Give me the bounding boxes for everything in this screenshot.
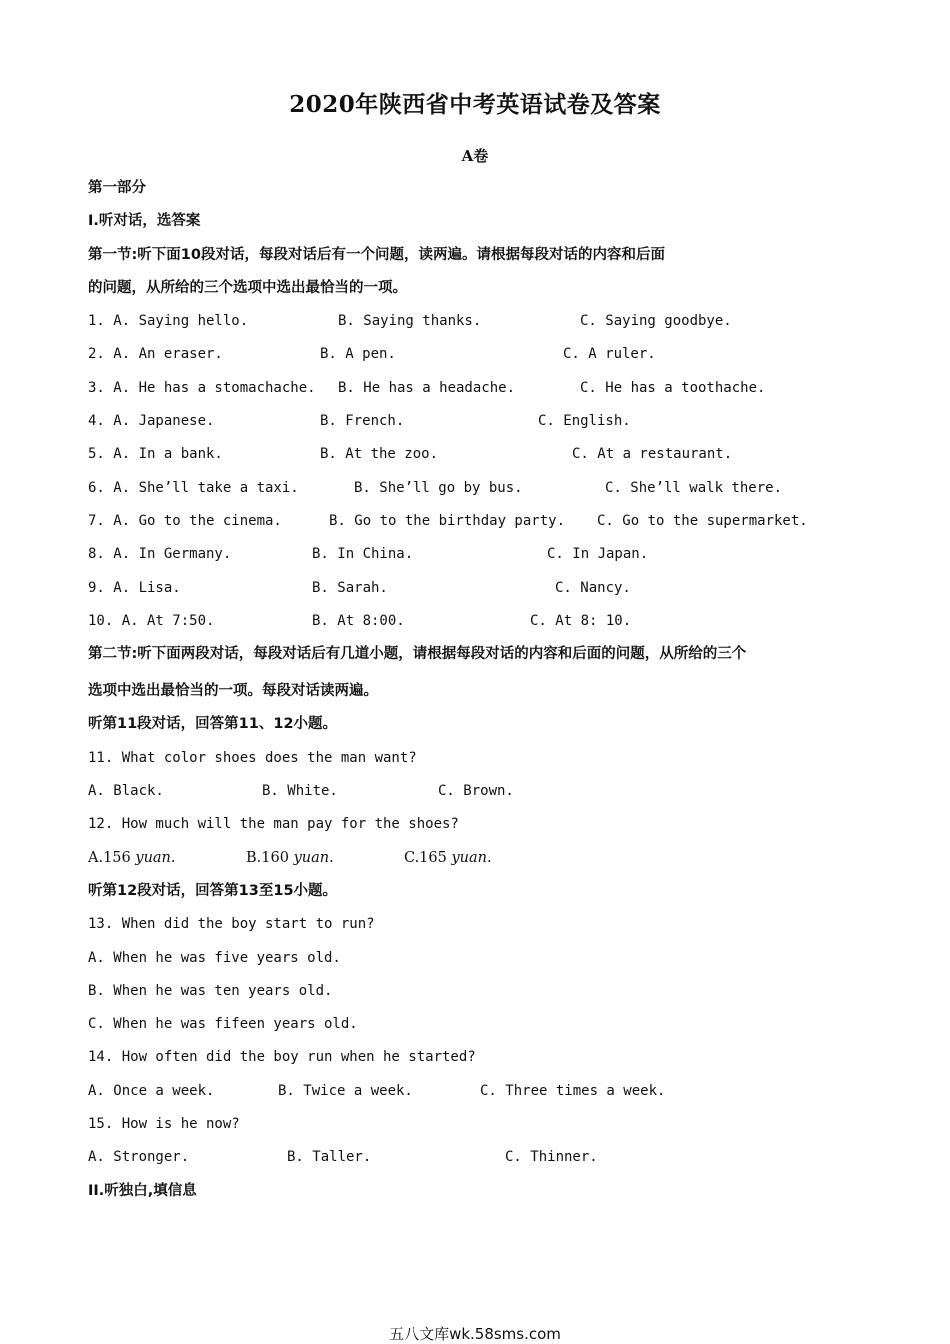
option-c: C. At 8: 10. — [530, 612, 632, 629]
question-stem: 13. When did the boy start to run? — [88, 916, 375, 933]
question-row — [88, 511, 868, 544]
question-row — [88, 411, 868, 444]
option-c: C. She’ll walk there. — [605, 479, 783, 496]
option-b: B. Saying thanks. — [338, 313, 482, 330]
option-c: C. Go to the supermarket. — [597, 512, 808, 529]
option-a: A. Black. — [88, 783, 164, 800]
part-heading: 第一部分 — [88, 180, 146, 196]
option-c: C. Nancy. — [555, 579, 631, 596]
option-b: B. He has a headache. — [338, 379, 516, 396]
option-b: B. White. — [262, 783, 338, 800]
currency-unit: yuan. — [451, 849, 492, 866]
option-c: C. Brown. — [438, 783, 514, 800]
question-stem: 12. How much will the man pay for the shoes? — [88, 816, 459, 833]
option-c: C. Saying goodbye. — [580, 313, 732, 330]
option-a-price: A.156 — [88, 849, 131, 866]
option-a — [88, 848, 176, 868]
option-c — [404, 848, 492, 868]
option-b: B. Twice a week. — [278, 1082, 413, 1099]
page-title: 2020年陕西省中考英语试卷及答案 — [289, 91, 661, 118]
question-row — [88, 311, 868, 344]
instruction-line: 第一节:听下面10段对话，每段对话后有一个问题，读两遍。请根据每段对话的内容和后面 — [88, 246, 665, 263]
option-b: B. French. — [320, 413, 405, 430]
document-body — [88, 178, 868, 1214]
section-heading-monologue: II.听独白,填信息 — [88, 1182, 197, 1199]
option-a: 1. A. Saying hello. — [88, 313, 249, 330]
option-b: B. When he was ten years old. — [88, 982, 333, 999]
question-row — [88, 344, 868, 377]
option-b-price: B.160 — [246, 849, 289, 866]
option-a: 7. A. Go to the cinema. — [88, 512, 282, 529]
option-a: 5. A. In a bank. — [88, 446, 223, 463]
option-b: B. In China. — [312, 546, 414, 563]
option-b: B. At the zoo. — [320, 446, 439, 463]
question-row — [88, 544, 868, 577]
question-row — [88, 781, 868, 814]
option-b: B. Sarah. — [312, 579, 388, 596]
option-c-price: C.165 — [404, 849, 447, 866]
footer-watermark: 五八文库wk.58sms.com — [389, 1325, 561, 1343]
option-c: C. Three times a week. — [480, 1082, 666, 1099]
option-c: C. In Japan. — [547, 546, 649, 563]
option-c: C. When he was fifeen years old. — [88, 1016, 358, 1033]
question-row — [88, 478, 868, 511]
option-b: B. A pen. — [320, 346, 396, 363]
question-stem: 15. How is he now? — [88, 1116, 240, 1133]
option-a: A. Stronger. — [88, 1149, 190, 1166]
option-a: A. When he was five years old. — [88, 949, 341, 966]
section-heading-listening: I.听对话，选答案 — [88, 213, 201, 230]
currency-unit: yuan. — [293, 849, 334, 866]
instruction-line: 的问题，从所给的三个选项中选出最恰当的一项。 — [88, 279, 407, 296]
option-b — [246, 848, 334, 868]
question-stem: 11. What color shoes does the man want? — [88, 749, 417, 766]
option-b: B. Go to the birthday party. — [329, 512, 566, 529]
option-a: 6. A. She’ll take a taxi. — [88, 479, 299, 496]
option-c: C. He has a toothache. — [580, 379, 766, 396]
option-c: C. A ruler. — [563, 346, 656, 363]
option-a: A. Once a week. — [88, 1082, 215, 1099]
question-row — [88, 444, 868, 477]
option-a: 8. A. In Germany. — [88, 546, 232, 563]
question-row — [88, 378, 868, 411]
question-row — [88, 848, 868, 881]
question-row — [88, 1147, 868, 1180]
currency-unit: yuan. — [135, 849, 176, 866]
paper-subtitle: A卷 — [461, 147, 489, 165]
instruction-line: 选项中选出最恰当的一项。每段对话读两遍。 — [88, 683, 378, 700]
dialog-heading: 听第12段对话，回答第13至15小题。 — [88, 882, 338, 899]
option-b: B. She’ll go by bus. — [354, 479, 523, 496]
instruction-line: 第二节:听下面两段对话，每段对话后有几道小题，请根据每段对话的内容和后面的问题，从所给的三个 — [88, 646, 747, 663]
option-a: 9. A. Lisa. — [88, 579, 181, 596]
option-c: C. Thinner. — [505, 1149, 598, 1166]
dialog-heading: 听第11段对话，回答第11、12小题。 — [88, 716, 338, 733]
question-stem: 14. How often did the boy run when he started? — [88, 1049, 476, 1066]
option-a: 4. A. Japanese. — [88, 413, 215, 430]
option-b: B. Taller. — [287, 1149, 372, 1166]
option-a: 2. A. An eraser. — [88, 346, 223, 363]
question-row — [88, 1081, 868, 1114]
question-row — [88, 578, 868, 611]
option-a: 10. A. At 7:50. — [88, 612, 215, 629]
option-c: C. At a restaurant. — [572, 446, 733, 463]
question-row — [88, 611, 868, 644]
option-c: C. English. — [538, 413, 631, 430]
option-a: 3. A. He has a stomachache. — [88, 379, 316, 396]
option-b: B. At 8:00. — [312, 612, 405, 629]
